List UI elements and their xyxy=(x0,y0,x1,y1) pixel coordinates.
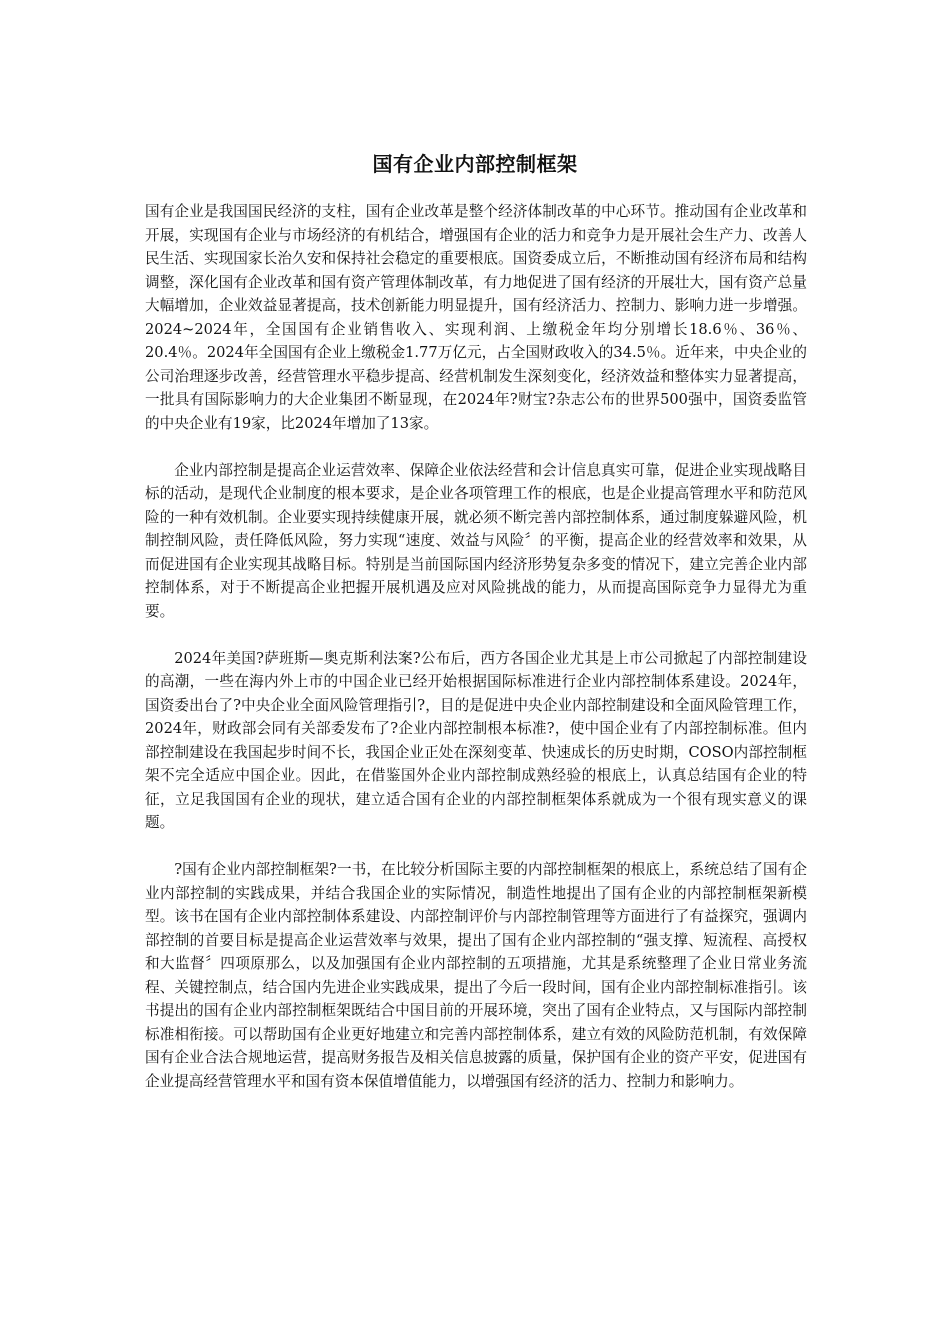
paragraph-book-summary: ?国有企业内部控制框架?一书，在比较分析国际主要的内部控制框架的根底上，系统总结了国有企业内部控制的实践成果，并结合我国企业的实际情况，制造性地提出了国有企业的内部控制框架新模型。该书在国有企业内部控制体系建设、内部控制评价与内部控制管理等方面进行了有益探究，强调内部控制的首要目标是提高企业运营效率与效果，提出了国有企业内部控制的“强支撑、短流程、高授权和大监督〞四项原那么，以及加强国有企业内部控制的五项措施，尤其是系统整理了企业日常业务流程、关键控制点，结合国内先进企业实践成果，提出了今后一段时间，国有企业内部控制标准指引。该书提出的国有企业内部控制框架既结合中国目前的开展环境，突出了国有企业特点，又与国际内部控制标准相衔接。可以帮助国有企业更好地建立和完善内部控制体系，建立有效的风险防范机制，有效保障国有企业合法合规地运营，提高财务报告及相关信息披露的质量，保护国有企业的资产平安，促进国有企业提高经营管理水平和国有资本保值增值能力，以增强国有经济的活力、控制力和影响力。 xyxy=(145,861,807,1090)
paragraph-internal-control: 企业内部控制是提高企业运营效率、保障企业依法经营和会计信息真实可靠，促进企业实现战略目标的活动，是现代企业制度的根本要求，是企业各项管理工作的根底，也是企业提高管理水平和防范风险的一种有效机制。企业要实现持续健康开展，就必须不断完善内部控制体系，通过制度躲避风险，机制控制风险，责任降低风险，努力实现“速度、效益与风险〞的平衡，提高企业的经营效率和效果，从而促进国有企业实现其战略目标。特别是当前国际国内经济形势复杂多变的情况下，建立完善企业内部控制体系，对于不断提高企业把握开展机遇及应对风险挑战的能力，从而提高国际竞争力显得尤为重要。 xyxy=(145,461,807,620)
paragraph-sox-background: 2024年美国?萨班斯—奥克斯利法案?公布后，西方各国企业尤其是上市公司掀起了内部控制建设的高潮，一些在海内外上市的中国企业已经开始根据国际标准进行企业内部控制体系建设。2024年，国资委出台了?中央企业全面风险管理指引?，目的是促进中央企业内部控制建设和全面风险管理工作，2024年，财政部会同有关部委发布了?企业内部控制根本标准?，使中国企业有了内部控制标准。但内部控制建设在我国起步时间不长，我国企业正处在深刻变革、快速成长的历史时期，COSO内部控制框架不完全适应中国企业。因此，在借鉴国外企业内部控制成熟经验的根底上，认真总结国有企业的特征，立足我国国有企业的现状，建立适合国有企业的内部控制框架体系就成为一个很有现实意义的课题。 xyxy=(145,649,807,831)
document-title: 国有企业内部控制框架 xyxy=(372,152,578,177)
paragraph-intro: 国有企业是我国国民经济的支柱，国有企业改革是整个经济体制改革的中心环节。推动国有企业改革和开展，实现国有企业与市场经济的有机结合，增强国有企业的活力和竞争力是开展社会生产力、改善人民生活、实现国家长治久安和保持社会稳定的重要根底。国资委成立后，不断推动国有经济布局和结构调整，深化国有企业改革和国有资产管理体制改革，有力地促进了国有经济的开展壮大，国有资产总量大幅增加，企业效益显著提高，技术创新能力明显提升，国有经济活力、控制力、影响力进一步增强。2024~2024年，全国国有企业销售收入、实现利润、上缴税金年均分别增长18.6％、36％、20.4％。2024年全国国有企业上缴税金1.77万亿元，占全国财政收入的34.5％。近年来，中央企业的公司治理逐步改善，经营管理水平稳步提高、经营机制发生深刻变化，经济效益和整体实力显著提高，一批具有国际影响力的大企业集团不断显现，在2024年?财宝?杂志公布的世界500强中，国资委监管的中央企业有19家，比2024年增加了13家。 xyxy=(145,203,807,432)
document-body xyxy=(145,200,807,1117)
